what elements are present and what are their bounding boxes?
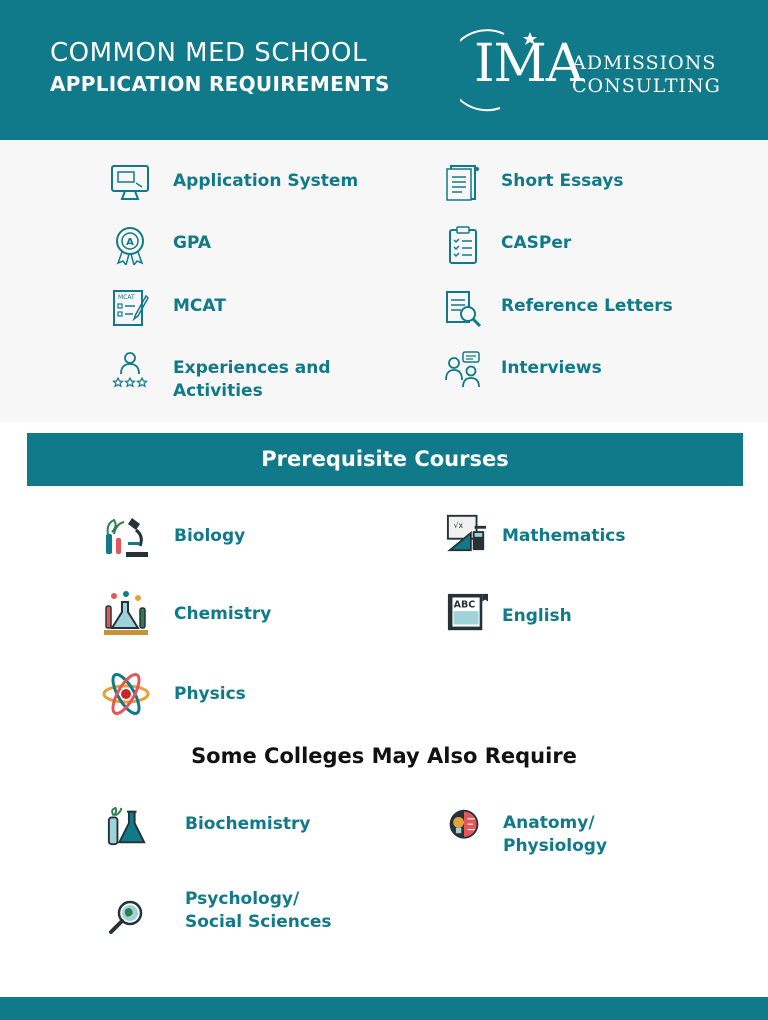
requirement-label: GPA bbox=[173, 233, 212, 253]
interview-people-icon bbox=[443, 350, 483, 390]
requirement-item bbox=[110, 225, 211, 265]
logo-line1: ADMISSIONS bbox=[572, 52, 717, 74]
requirement-item bbox=[110, 163, 358, 203]
atom-icon bbox=[102, 670, 150, 718]
course-label: Psychology/ Social Sciences bbox=[185, 889, 332, 932]
course-label: Physics bbox=[174, 684, 246, 704]
biochem-flask-icon bbox=[106, 806, 148, 848]
prerequisite-title: Prerequisite Courses bbox=[261, 447, 509, 471]
course-label: Anatomy/ Physiology bbox=[503, 813, 608, 856]
requirement-label: Interviews bbox=[501, 358, 602, 378]
course-label: Chemistry bbox=[174, 604, 272, 624]
additional-heading: Some Colleges May Also Require bbox=[191, 744, 577, 768]
requirement-item bbox=[110, 288, 226, 328]
course-item bbox=[446, 512, 625, 554]
svg-text:MCAT: MCAT bbox=[118, 294, 135, 301]
requirement-label: Reference Letters bbox=[501, 296, 673, 316]
requirement-item bbox=[443, 225, 571, 265]
requirement-label: Application System bbox=[173, 171, 359, 191]
microscope-plant-icon bbox=[102, 512, 150, 560]
course-label: English bbox=[502, 606, 572, 626]
chemistry-flasks-icon bbox=[102, 590, 150, 638]
footer-bar bbox=[0, 997, 768, 1020]
course-label: Biology bbox=[174, 526, 246, 546]
brain-head-icon bbox=[446, 808, 482, 844]
svg-text:A: A bbox=[126, 237, 134, 248]
logo-line2: CONSULTING bbox=[572, 75, 721, 97]
course-item bbox=[102, 670, 246, 718]
requirement-label: Experiences and Activities bbox=[173, 358, 331, 401]
grade-badge-icon bbox=[110, 225, 150, 265]
globe-magnifier-icon bbox=[106, 898, 146, 938]
essay-document-icon bbox=[443, 163, 483, 203]
course-item bbox=[106, 806, 310, 848]
course-item bbox=[106, 889, 345, 938]
company-logo[interactable] bbox=[460, 28, 740, 112]
logo-mark: IMA bbox=[474, 34, 583, 94]
requirement-label: CASPer bbox=[501, 233, 572, 253]
course-item bbox=[446, 592, 572, 634]
abc-book-icon bbox=[446, 592, 488, 634]
header-bar bbox=[0, 0, 768, 140]
svg-text:√x: √x bbox=[453, 521, 464, 531]
course-item bbox=[446, 808, 613, 858]
person-stars-icon bbox=[110, 350, 150, 390]
computer-monitor-icon bbox=[110, 163, 150, 203]
documents-magnifier-icon bbox=[443, 288, 483, 328]
test-sheet-icon bbox=[110, 288, 150, 328]
prerequisite-banner bbox=[27, 433, 743, 486]
course-label: Mathematics bbox=[502, 526, 626, 546]
requirement-label: MCAT bbox=[173, 296, 226, 316]
course-label: Biochemistry bbox=[185, 814, 311, 834]
requirement-item bbox=[443, 350, 602, 390]
requirement-item bbox=[443, 288, 673, 328]
math-tools-icon bbox=[446, 512, 488, 554]
course-item bbox=[102, 590, 271, 638]
svg-text:ABC: ABC bbox=[453, 599, 476, 611]
clipboard-checklist-icon bbox=[443, 225, 483, 265]
requirement-item bbox=[110, 350, 343, 403]
page-title-line1: COMMON MED SCHOOL bbox=[50, 38, 367, 68]
requirement-item bbox=[443, 163, 623, 203]
page-title-line2: APPLICATION REQUIREMENTS bbox=[50, 72, 390, 96]
course-item bbox=[102, 512, 245, 560]
requirement-label: Short Essays bbox=[501, 171, 624, 191]
